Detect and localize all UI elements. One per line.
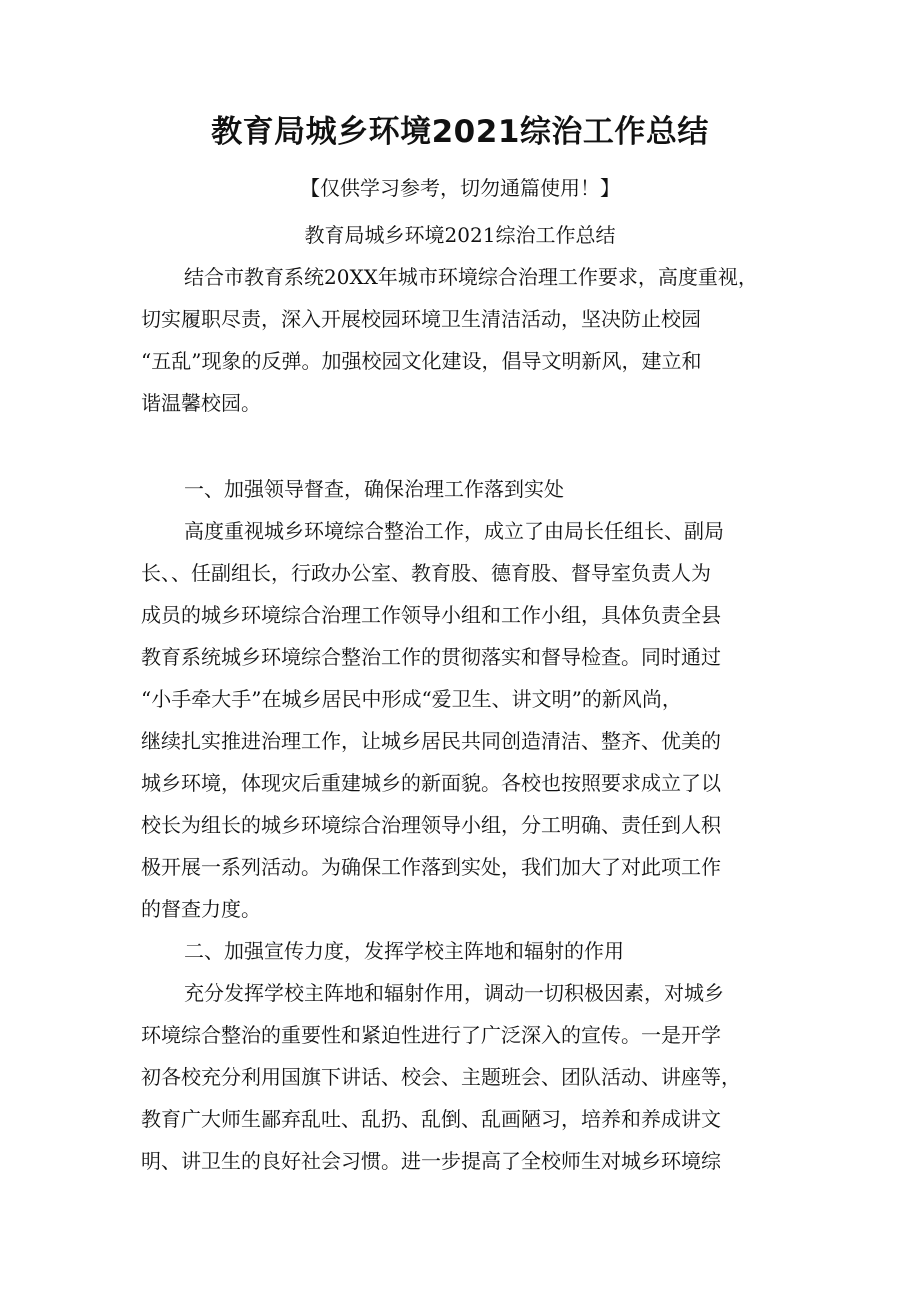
body-line: 校长为组长的城乡环境综合治理领导小组，分工明确、责任到人积 [141, 813, 721, 837]
body-line: 极开展一系列活动。为确保工作落到实处，我们加大了对此项工作 [141, 855, 721, 879]
body-line: 切实履职尽责，深入开展校园环境卫生清洁活动，坚决防止校园 [141, 307, 701, 331]
body-line: 的督查力度。 [141, 897, 261, 921]
usage-notice: 【仅供学习参考，切勿通篇使用！】 [300, 176, 620, 200]
body-line: “五乱”现象的反弹。加强校园文化建设，倡导文明新风，建立和 [141, 349, 702, 373]
body-line: 结合市教育系统20XX年城市环境综合治理工作要求，高度重视， [184, 265, 758, 289]
body-line: 充分发挥学校主阵地和辐射作用，调动一切积极因素，对城乡 [184, 981, 724, 1005]
body-line: 城乡环境，体现灾后重建城乡的新面貌。各校也按照要求成立了以 [141, 771, 721, 795]
document-title: 教育局城乡环境2021综治工作总结 [211, 114, 709, 150]
body-line: 成员的城乡环境综合治理工作领导小组和工作小组，具体负责全县 [141, 603, 721, 627]
document-subtitle: 教育局城乡环境2021综治工作总结 [304, 223, 616, 247]
section-heading: 一、加强领导督查，确保治理工作落到实处 [184, 477, 564, 501]
body-line: 长、、任副组长，行政办公室、教育股、德育股、督导室负责人为 [141, 561, 711, 585]
body-line: 继续扎实推进治理工作，让城乡居民共同创造清洁、整齐、优美的 [141, 729, 721, 753]
section-heading: 二、加强宣传力度，发挥学校主阵地和辐射的作用 [184, 939, 624, 963]
body-line: 教育广大师生鄙弃乱吐、乱扔、乱倒、乱画陋习，培养和养成讲文 [141, 1107, 721, 1131]
body-line: 谐温馨校园。 [141, 391, 261, 415]
body-line: “小手牵大手”在城乡居民中形成“爱卫生、讲文明”的新风尚， [141, 687, 682, 711]
body-line: 初各校充分利用国旗下讲话、校会、主题班会、团队活动、讲座等， [141, 1065, 741, 1089]
body-line: 教育系统城乡环境综合整治工作的贯彻落实和督导检查。同时通过 [141, 645, 721, 669]
body-line: 高度重视城乡环境综合整治工作，成立了由局长任组长、副局 [184, 519, 724, 543]
body-line: 明、讲卫生的良好社会习惯。进一步提高了全校师生对城乡环境综 [141, 1149, 721, 1173]
body-line: 环境综合整治的重要性和紧迫性进行了广泛深入的宣传。一是开学 [141, 1023, 721, 1047]
